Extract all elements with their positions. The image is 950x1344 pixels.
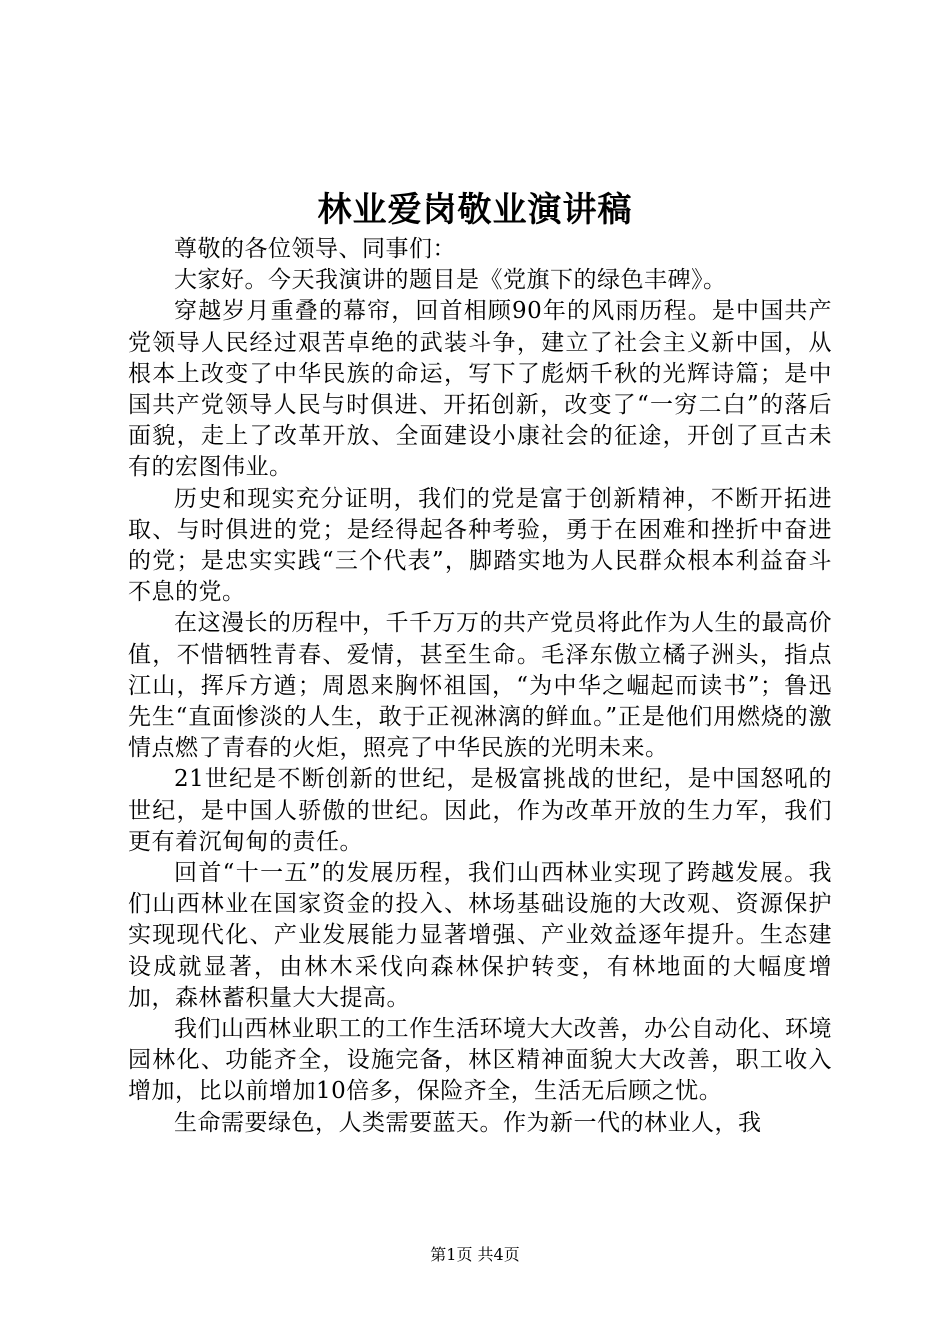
paragraph: 穿越岁月重叠的幕帘，回首相顾90年的风雨历程。是中国共产党领导人民经过艰苦卓绝的武装斗争，建立了社会主义新中国，从根本上改变了中华民族的命运，写下了彪炳千秋的光辉诗篇；是中国共产党领导人民与时俱进、开拓创新，改变了“一穷二白”的落后面貌，走上了改革开放、全面建设小康社会的征途，开创了亘古未有的宏图伟业。 <box>128 298 832 481</box>
paragraph: 在这漫长的历程中，千千万万的共产党员将此作为人生的最高价值，不惜牺牲青春、爱情，甚至生命。毛泽东傲立橘子洲头，指点江山，挥斥方遒；周恩来胸怀祖国，“为中华之崛起而读书”；鲁迅先生“直面惨淡的人生，敢于正视淋漓的鲜血。”正是他们用燃烧的激情点燃了青春的火炬，照亮了中华民族的光明未来。 <box>128 610 832 762</box>
paragraph-salutation: 尊敬的各位领导、同事们： <box>174 236 456 262</box>
paragraph: 回首“十一五”的发展历程，我们山西林业实现了跨越发展。我们山西林业在国家资金的投入、林场基础设施的大改观、资源保护实现现代化、产业发展能力显著增强、产业效益逐年提升。生态建设成就显著，由林木采伐向森林保护转变，有林地面的大幅度增加，森林蓄积量大大提高。 <box>128 860 832 1011</box>
paragraph: 生命需要绿色，人类需要蓝天。作为新一代的林业人，我 <box>174 1109 762 1136</box>
paragraph-greeting: 大家好。今天我演讲的题目是《党旗下的绿色丰碑》。 <box>174 267 727 294</box>
paragraph: 历史和现实充分证明，我们的党是富于创新精神，不断开拓进取、与时俱进的党；是经得起各种考验，勇于在困难和挫折中奋进的党；是忠实实践“三个代表”，脚踏实地为人民群众根本利益奋斗不息的党。 <box>128 485 832 606</box>
paragraph: 21世纪是不断创新的世纪，是极富挑战的世纪，是中国怒吼的世纪，是中国人骄傲的世纪。因此，作为改革开放的生力军，我们更有着沉甸甸的责任。 <box>128 766 832 855</box>
document-body <box>128 234 832 1139</box>
paragraph: 我们山西林业职工的工作生活环境大大改善，办公自动化、环境园林化、功能齐全，设施完备，林区精神面貌大大改善，职工收入增加，比以前增加10倍多，保险齐全，生活无后顾之忧。 <box>128 1016 832 1105</box>
document-title: 林业爱岗敬业演讲稿 <box>317 190 633 230</box>
page-number-footer: 第1页 共4页 <box>430 1245 520 1264</box>
